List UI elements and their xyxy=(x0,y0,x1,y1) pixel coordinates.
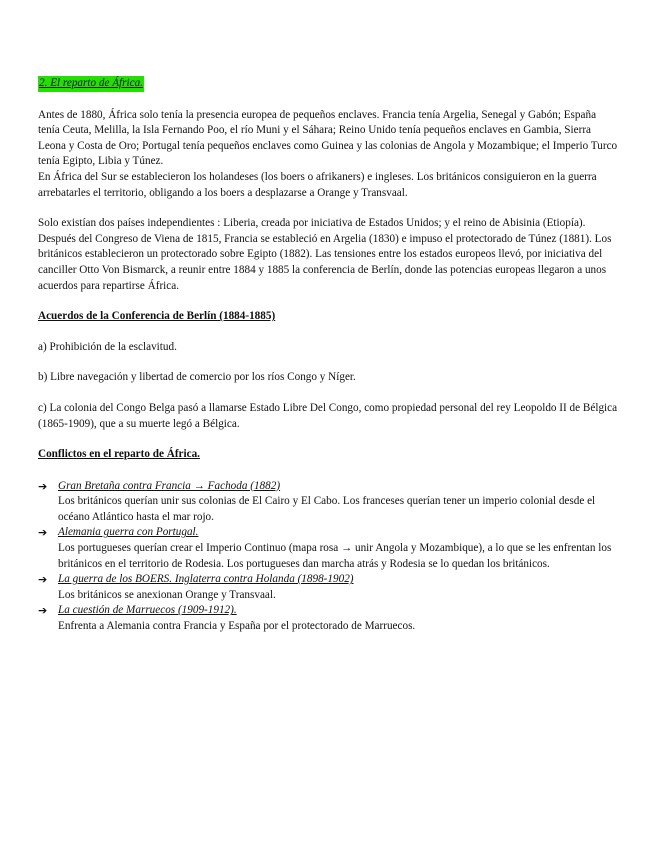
conflicts-list xyxy=(38,479,620,635)
conflicts-heading: Conflictos en el reparto de África. xyxy=(38,448,200,461)
conflict-title: La cuestión de Marruecos (1909-1912). xyxy=(58,604,237,617)
agreement-item: a) Prohibición de la esclavitud. xyxy=(38,340,177,353)
south-africa-paragraph: En África del Sur se establecieron los holandeses (los boers o afrikaners) e ingleses. Los británicos consiguieron en la guerra arrebatarles el territorio, obligando a los boers a desplazarse a Orange y Transvaal. xyxy=(38,170,597,199)
document-body xyxy=(38,76,620,635)
conflict-item xyxy=(38,479,620,526)
conflict-title: Gran Bretaña contra Francia → Fachoda (1882) xyxy=(58,479,281,492)
arrow-bullet-icon: ➔ xyxy=(38,526,48,540)
conflict-item xyxy=(38,525,620,572)
intro-paragraph: Antes de 1880, África solo tenía la presencia europea de pequeños enclaves. Francia tenía Argelia, Senegal y Gabón; España tenía Ceuta, Melilla, la Isla Fernando Poo, el río Muni y el Sáhara; Reino Unido tenía pequeños enclaves en Gambia, Sierra Leona y Costa de Oro; Portugal tenía pequeños enclaves como Guinea y las colonias de Angola y Mozambique; el Imperio Turco tenía Egipto, Libia y Túnez. xyxy=(38,108,618,168)
agreement-item: c) La colonia del Congo Belga pasó a llamarse Estado Libre Del Congo, como propiedad personal del rey Leopoldo II de Bélgica (1865-1909), que a su muerte legó a Bélgica. xyxy=(38,401,618,430)
conflict-item xyxy=(38,572,620,603)
conflict-description: Los británicos querían unir sus colonias de El Cairo y El Cabo. Los franceses querían tener un imperio colonial desde el océano Atlántico hasta el mar rojo. xyxy=(58,495,596,523)
conflict-title: Alemania guerra con Portugal. xyxy=(58,526,199,539)
agreement-item: b) Libre navegación y libertad de comercio por los ríos Congo y Níger. xyxy=(38,371,356,384)
conflict-description: Los británicos se anexionan Orange y Transvaal. xyxy=(58,588,276,601)
section-title: 2. El reparto de África. xyxy=(38,76,144,92)
arrow-bullet-icon: ➔ xyxy=(38,604,48,618)
arrow-bullet-icon: ➔ xyxy=(38,573,48,587)
conflict-description: Enfrenta a Alemania contra Francia y España por el protectorado de Marruecos. xyxy=(58,620,416,633)
independent-countries-paragraph: Solo existían dos países independientes : Liberia, creada por iniciativa de Estados Unidos; y el reino de Abisinia (Etiopía). Después del Congreso de Viena de 1815, Francia se estableció en Argelia (1830) e impuso el protectorado de Túnez (1881). Los británicos establecieron un protectorado sobre Egipto (1882). Las tensiones entre los estados europeos llevó, por iniciativa del canciller Otto Von Bismarck, a reunir entre 1884 y 1885 la conferencia de Berlín, donde las potencias europeas llegaron a unos acuerdos para repartirse África. xyxy=(38,217,612,292)
conflict-title: La guerra de los BOERS. Inglaterra contra Holanda (1898-1902) xyxy=(58,573,354,586)
arrow-bullet-icon: ➔ xyxy=(38,479,48,493)
agreements-heading: Acuerdos de la Conferencia de Berlín (1884-1885) xyxy=(38,310,276,323)
conflict-description: Los portugueses querían crear el Imperio Continuo (mapa rosa → unir Angola y Mozambique), a lo que se les enfrentan los británicos en el territorio de Rodesia. Los portugueses dan marcha atrás y Rodesia se lo quedan los británicos. xyxy=(58,542,612,570)
conflict-item xyxy=(38,603,620,634)
